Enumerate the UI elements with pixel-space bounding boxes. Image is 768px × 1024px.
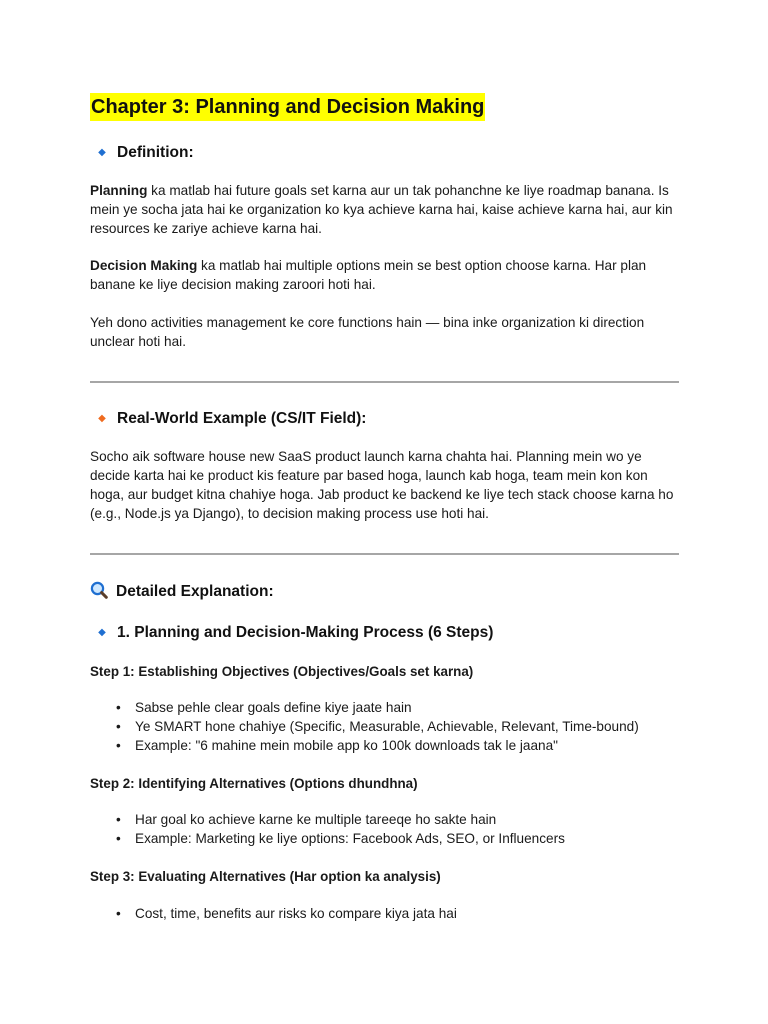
bullet-dot: • xyxy=(116,700,121,715)
chapter-title: Chapter 3: Planning and Decision Making xyxy=(90,93,485,121)
step-bullet-list xyxy=(90,810,565,848)
step-title: Step 1: Establishing Objectives (Objectives/Goals set karna) xyxy=(90,664,474,679)
list-item-text: Har goal ko achieve karne ke multiple tareeqe ho sakte hain xyxy=(135,812,497,827)
closing-paragraph: Yeh dono activities management ke core functions hain — bina inke organization ki direction unclear hoti hai. xyxy=(90,315,645,349)
blue-diamond-icon: ◆ xyxy=(98,627,106,638)
example-heading-row xyxy=(90,409,366,429)
bullet-dot: • xyxy=(116,831,121,846)
bullet-dot: • xyxy=(116,812,121,827)
step-bullet-list xyxy=(90,698,639,755)
process-subheading: 1. Planning and Decision-Making Process (6 Steps) xyxy=(117,624,494,641)
definition-heading: Definition: xyxy=(117,144,194,161)
list-item xyxy=(90,829,565,848)
list-item-text: Example: Marketing ke liye options: Facebook Ads, SEO, or Influencers xyxy=(135,831,565,846)
planning-term: Planning xyxy=(90,183,148,198)
decision-text: ka matlab hai multiple options mein se best option choose karna. Har plan banane ke liye decision making zaroori hoti hai. xyxy=(90,258,647,292)
list-item-text: Ye SMART hone chahiye (Specific, Measurable, Achievable, Relevant, Time-bound) xyxy=(135,719,639,734)
step-title: Step 2: Identifying Alternatives (Options dhundhna) xyxy=(90,776,418,791)
orange-diamond-icon: ◆ xyxy=(98,413,106,424)
explanation-heading: Detailed Explanation: xyxy=(116,583,274,600)
list-item-text: Example: "6 mahine mein mobile app ko 100k downloads tak le jaana" xyxy=(135,738,558,753)
list-item-text: Sabse pehle clear goals define kiye jaate hain xyxy=(135,700,412,715)
list-item xyxy=(90,698,639,717)
bullet-dot: • xyxy=(116,738,121,753)
list-item xyxy=(90,810,565,829)
decision-paragraph xyxy=(90,256,680,294)
explanation-heading-row xyxy=(90,581,274,602)
bullet-dot: • xyxy=(116,719,121,734)
step-title: Step 3: Evaluating Alternatives (Har option ka analysis) xyxy=(90,869,441,884)
magnifying-glass-icon xyxy=(90,581,108,599)
list-item xyxy=(90,736,639,755)
decision-term: Decision Making xyxy=(90,258,198,273)
example-heading: Real-World Example (CS/IT Field): xyxy=(117,410,367,427)
example-paragraph: Socho aik software house new SaaS product launch karna chahta hai. Planning mein wo ye decide karta hai ke product kis feature par based hoga, launch kab hoga, team mein kon kon hoga, aur budget kitna chahiye hoga. Jab product ke backend ke liye tech stack choose karna ho (e.g., Node.js ya Django), to decision making process use hoti hai. xyxy=(90,449,674,521)
planning-paragraph xyxy=(90,181,680,238)
process-subheading-row xyxy=(90,623,493,643)
blue-diamond-icon: ◆ xyxy=(98,147,106,158)
horizontal-rule xyxy=(90,381,679,383)
list-item xyxy=(90,717,639,736)
step-bullet-list xyxy=(90,904,457,923)
planning-text: ka matlab hai future goals set karna aur un tak pohanchne ke liye roadmap banana. Is mein ye socha jata hai ke organization ko kya achieve karna hai, kaise achieve karna hai, aur kin resources ke zariye achieve karna hai. xyxy=(90,183,673,236)
list-item-text: Cost, time, benefits aur risks ko compare kiya jata hai xyxy=(135,906,457,921)
definition-heading-row xyxy=(90,143,194,163)
horizontal-rule xyxy=(90,553,679,555)
bullet-dot: • xyxy=(116,906,121,921)
list-item xyxy=(90,904,457,923)
